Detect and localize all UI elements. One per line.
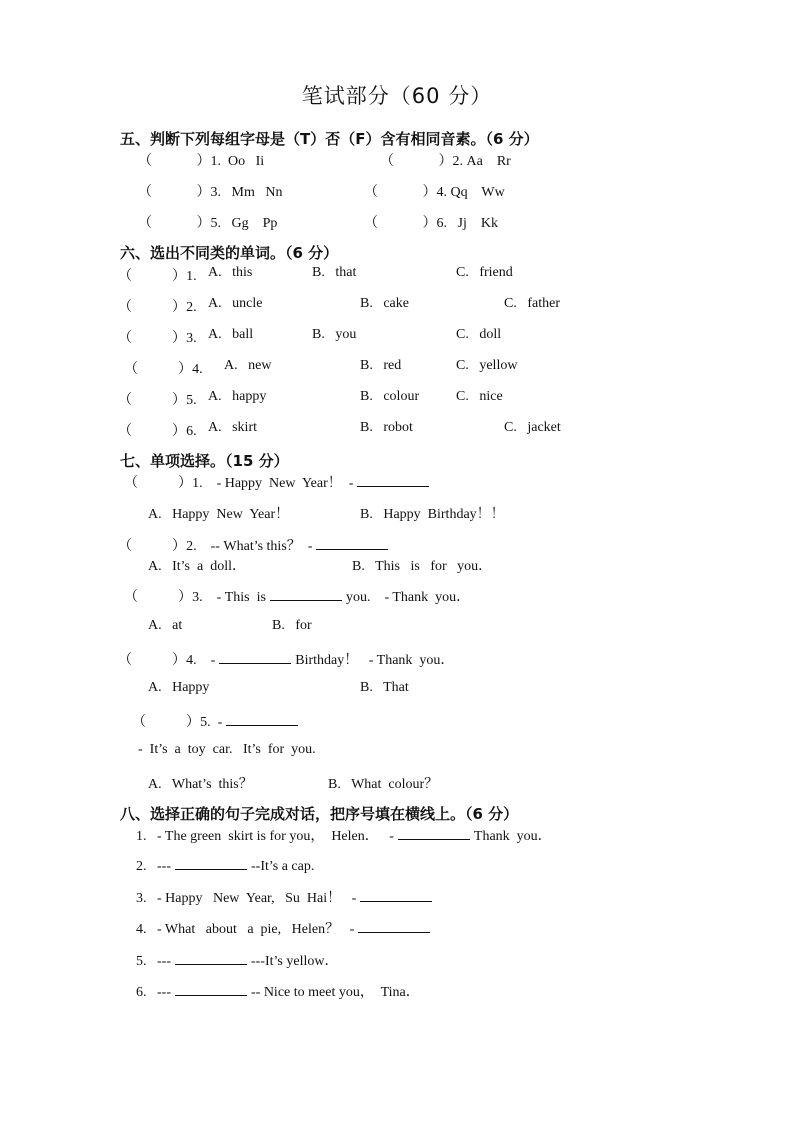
answer-blank[interactable]	[357, 473, 429, 487]
item-number: 4.	[136, 922, 147, 937]
answer-paren: （ ）	[118, 299, 187, 315]
s7-q4-a: A. Happy	[148, 680, 210, 695]
s8-item-5	[136, 950, 338, 970]
s6-item-4-b: B. red	[360, 358, 402, 373]
answer-paren: （ ）	[364, 215, 437, 231]
answer-blank[interactable]	[226, 712, 298, 726]
question-text-end: Birthday！ - Thank you．	[295, 653, 455, 668]
s6-item-1-c: C. friend	[456, 265, 513, 280]
dialog-text: ---	[157, 985, 171, 1000]
item-number: 6.	[136, 985, 147, 1000]
answer-paren: （ ）	[118, 538, 187, 554]
answer-blank[interactable]	[270, 587, 342, 601]
answer-paren: （ ）	[118, 392, 187, 408]
s6-item-3	[118, 327, 197, 347]
s6-item-6-a: A. skirt	[208, 420, 257, 435]
s8-item-4	[136, 918, 434, 938]
answer-paren: （ ）	[364, 184, 437, 200]
dialog-text-end: ---It’s yellow．	[251, 954, 339, 969]
answer-blank[interactable]	[219, 650, 291, 664]
answer-paren: （ ）	[380, 153, 453, 169]
s7-q5-a: A. What’s this？	[148, 777, 253, 792]
item-number: 1.	[136, 829, 147, 844]
s5-item-3	[138, 181, 282, 201]
dialog-text: - Happy New Year, Su Hai！ -	[157, 891, 357, 906]
s6-item-1-a: A. this	[208, 265, 253, 280]
s6-item-2-c: C. father	[504, 296, 560, 311]
answer-blank[interactable]	[360, 888, 432, 902]
s5-item-text: 5. Gg Pp	[210, 216, 278, 231]
s6-item-5	[118, 389, 197, 409]
s7-q5	[132, 711, 302, 731]
dialog-text-end: --It’s a cap.	[251, 859, 315, 874]
answer-paren: （ ）	[132, 714, 201, 730]
s7-q3-a: A. at	[148, 618, 183, 633]
s6-item-4-c: C. yellow	[456, 358, 518, 373]
item-number: 3.	[136, 891, 147, 906]
answer-paren: （ ）	[118, 423, 187, 439]
question-text-end: you. - Thank you．	[345, 590, 471, 605]
s5-item-text: 3. Mm Nn	[210, 185, 283, 200]
s6-item-1	[118, 265, 197, 285]
item-number: 5.	[136, 954, 147, 969]
answer-paren: （ ）	[124, 361, 193, 377]
s7-q4	[118, 649, 454, 669]
page-title: 笔试部分（60 分）	[301, 84, 493, 108]
s7-q4-b: B. That	[360, 680, 409, 695]
s6-item-4-a: A. new	[224, 358, 272, 373]
s6-item-5-a: A. happy	[208, 389, 267, 404]
s7-q3-b: B. for	[272, 618, 312, 633]
item-number: 5.	[186, 393, 197, 408]
answer-paren: （ ）	[138, 215, 211, 231]
item-number: 3.	[186, 331, 197, 346]
s7-q1-b: B. Happy Birthday！！	[360, 507, 505, 522]
s5-item-6	[364, 212, 498, 232]
dialog-text-end: Thank you．	[473, 829, 552, 844]
s5-item-text: 6. Jj Kk	[436, 216, 498, 231]
answer-paren: （ ）	[118, 268, 187, 284]
dialog-text: - What about a pie, Helen？ -	[157, 922, 355, 937]
s6-item-1-b: B. that	[312, 265, 357, 280]
dialog-text: ---	[157, 954, 171, 969]
s8-item-3	[136, 887, 436, 907]
s5-item-text: 4. Qq Ww	[436, 185, 505, 200]
s7-q1	[124, 472, 433, 492]
s6-item-4	[124, 358, 203, 378]
item-number: 4.	[192, 362, 203, 377]
s7-q2-b: B. This is for you．	[352, 559, 493, 574]
answer-blank[interactable]	[398, 826, 470, 840]
question-text: 3. - This is	[192, 590, 266, 605]
s6-item-3-b: B. you	[312, 327, 357, 342]
item-number: 2.	[186, 300, 197, 315]
s6-item-6-c: C. jacket	[504, 420, 561, 435]
s8-item-1	[136, 825, 552, 845]
answer-paren: （ ）	[138, 153, 211, 169]
s5-item-2	[380, 150, 511, 170]
section-6-heading: 六、选出不同类的单词。（6 分）	[120, 244, 339, 262]
s5-item-text: 2. Aa Rr	[452, 154, 511, 169]
answer-blank[interactable]	[175, 982, 247, 996]
s6-item-6	[118, 420, 197, 440]
answer-paren: （ ）	[138, 184, 211, 200]
answer-paren: （ ）	[118, 652, 187, 668]
question-text: 5. -	[200, 715, 223, 730]
answer-blank[interactable]	[175, 856, 247, 870]
section-5-heading: 五、判断下列每组字母是（T）否（F）含有相同音素。（6 分）	[120, 130, 539, 148]
s5-item-text: 1. Oo Ii	[210, 154, 265, 169]
s6-item-2	[118, 296, 197, 316]
dialog-text-end: -- Nice to meet you， Tina．	[251, 985, 420, 1000]
dialog-text: - The green skirt is for you， Helen． -	[157, 829, 394, 844]
s6-item-5-c: C. nice	[456, 389, 503, 404]
s6-item-3-c: C. doll	[456, 327, 502, 342]
question-text: 1. - Happy New Year！ -	[192, 476, 354, 491]
answer-paren: （ ）	[118, 330, 187, 346]
s7-q3	[124, 586, 470, 606]
item-number: 2.	[136, 859, 147, 874]
s8-item-2	[136, 856, 314, 875]
s6-item-3-a: A. ball	[208, 327, 254, 342]
s7-q2-a: A. It’s a doll．	[148, 559, 246, 574]
s6-item-2-b: B. cake	[360, 296, 409, 311]
item-number: 6.	[186, 424, 197, 439]
s5-item-1	[138, 150, 264, 170]
dialog-text: ---	[157, 859, 171, 874]
answer-blank[interactable]	[358, 919, 430, 933]
item-number: 1.	[186, 269, 197, 284]
answer-blank[interactable]	[316, 536, 388, 550]
s7-q5-line2: - It’s a toy car. It’s for you.	[138, 742, 316, 757]
answer-paren: （ ）	[124, 589, 193, 605]
s5-item-4	[364, 181, 505, 201]
s5-item-5	[138, 212, 277, 232]
s6-item-2-a: A. uncle	[208, 296, 263, 311]
s6-item-5-b: B. colour	[360, 389, 420, 404]
answer-blank[interactable]	[175, 951, 247, 965]
s8-item-6	[136, 981, 420, 1001]
section-7-heading: 七、单项选择。（15 分）	[120, 452, 289, 470]
s7-q1-a: A. Happy New Year！	[148, 507, 290, 522]
s7-q2	[118, 535, 392, 555]
section-8-heading: 八、选择正确的句子完成对话，把序号填在横线上。（6 分）	[120, 805, 519, 823]
question-text: 4. -	[186, 653, 216, 668]
answer-paren: （ ）	[124, 475, 193, 491]
s6-item-6-b: B. robot	[360, 420, 413, 435]
s7-q5-b: B. What colour？	[328, 777, 439, 792]
question-text: 2. -- What’s this？ -	[186, 539, 313, 554]
